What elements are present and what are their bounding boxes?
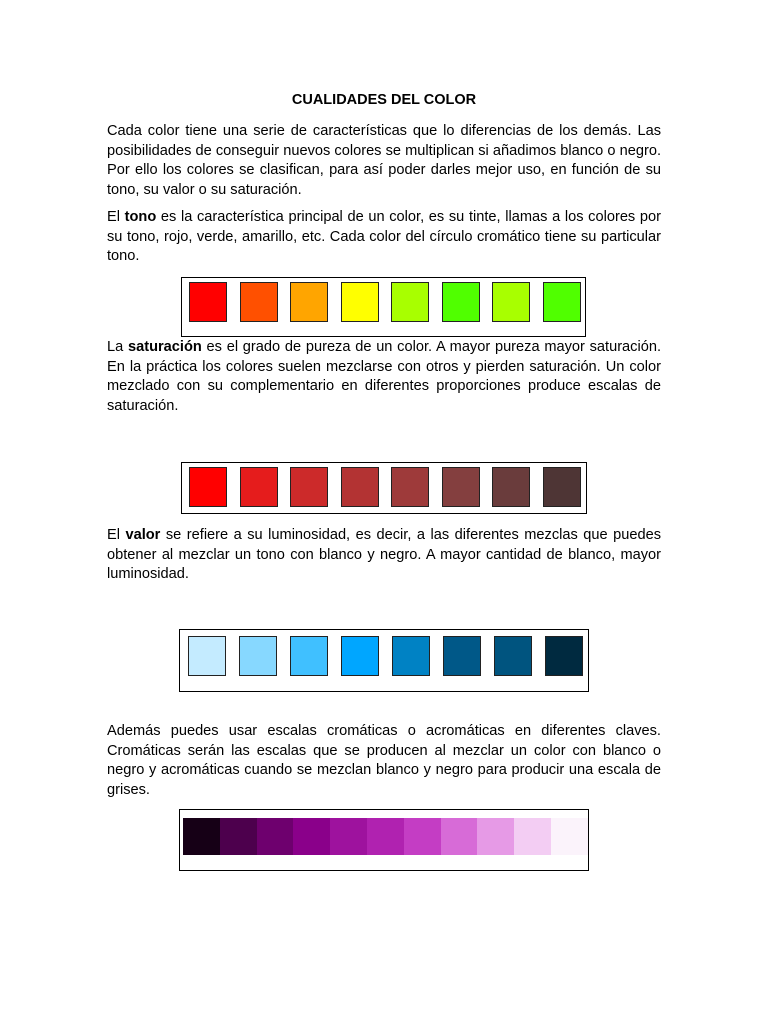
claves-swatch	[477, 818, 514, 855]
tono-paragraph	[107, 208, 661, 267]
claves-swatch	[551, 818, 588, 855]
claves-swatch	[441, 818, 478, 855]
saturacion-swatch	[492, 467, 530, 507]
saturacion-paragraph	[107, 338, 661, 416]
claves-swatch	[293, 818, 330, 855]
tono-text-after: es la característica principal de un color, es su tinte, llamas a los colores por su tono, rojo, verde, amarillo, etc. Cada color del círculo cromático tiene su particular tono.	[107, 209, 661, 265]
claves-paragraph: Además puedes usar escalas cromáticas o acromáticas en diferentes claves. Cromáticas serán las escalas que se producen al mezclar un color con blanco o negro y acromáticas cuando se mezclan blanco y negro para producir una escala de grises.	[107, 723, 661, 798]
valor-swatch	[290, 636, 328, 676]
claves-swatch	[257, 818, 294, 855]
valor-swatch	[443, 636, 481, 676]
saturacion-swatch	[543, 467, 581, 507]
tono-swatch	[442, 282, 480, 322]
valor-swatch	[188, 636, 226, 676]
claves-swatch-strip	[179, 809, 589, 871]
valor-swatch-strip	[179, 629, 589, 692]
tono-swatch	[543, 282, 581, 322]
tono-swatch	[492, 282, 530, 322]
claves-swatch	[514, 818, 551, 855]
claves-swatch	[220, 818, 257, 855]
saturacion-text-after: es el grado de pureza de un color. A mayor pureza mayor saturación. En la práctica los colores suelen mezclarse con otros y pierden saturación. Un color mezclado con su complementario en diferentes proporciones produce escalas de saturación.	[107, 339, 661, 414]
saturacion-term: saturación	[127, 339, 202, 355]
saturacion-text-before: La	[107, 339, 128, 355]
page-title: CUALIDADES DEL COLOR	[291, 92, 477, 108]
valor-text-before: El	[107, 527, 126, 543]
tono-swatch	[240, 282, 278, 322]
valor-paragraph	[107, 526, 661, 585]
tono-swatch	[391, 282, 429, 322]
valor-swatch	[494, 636, 532, 676]
intro-paragraph: Cada color tiene una serie de características que lo diferencias de los demás. Las posibilidades de conseguir nuevos colores se multiplican si añadimos blanco o negro. Por ello los colores se clasifican, para así poder darles mejor uso, en función de su tono, su valor o su saturación.	[107, 123, 661, 198]
tono-swatch-strip	[181, 277, 586, 337]
tono-text-before: El	[107, 209, 125, 225]
valor-text-after: se refiere a su luminosidad, es decir, a las diferentes mezclas que puedes obtener al mezclar un tono con blanco y negro. A mayor cantidad de blanco, mayor luminosidad.	[107, 527, 662, 583]
saturacion-swatch	[189, 467, 227, 507]
claves-swatch	[183, 818, 220, 855]
tono-swatch	[189, 282, 227, 322]
valor-swatch	[392, 636, 430, 676]
valor-term: valor	[125, 527, 161, 543]
valor-swatch	[341, 636, 379, 676]
saturacion-swatch	[240, 467, 278, 507]
saturacion-swatch	[391, 467, 429, 507]
saturacion-swatch	[442, 467, 480, 507]
valor-swatch	[545, 636, 583, 676]
tono-term: tono	[124, 209, 157, 225]
valor-swatch	[239, 636, 277, 676]
claves-swatch	[404, 818, 441, 855]
saturacion-swatch	[341, 467, 379, 507]
saturacion-swatch-strip	[181, 462, 587, 514]
tono-swatch	[290, 282, 328, 322]
claves-swatch	[330, 818, 367, 855]
tono-swatch	[341, 282, 379, 322]
saturacion-swatch	[290, 467, 328, 507]
claves-swatch	[367, 818, 404, 855]
